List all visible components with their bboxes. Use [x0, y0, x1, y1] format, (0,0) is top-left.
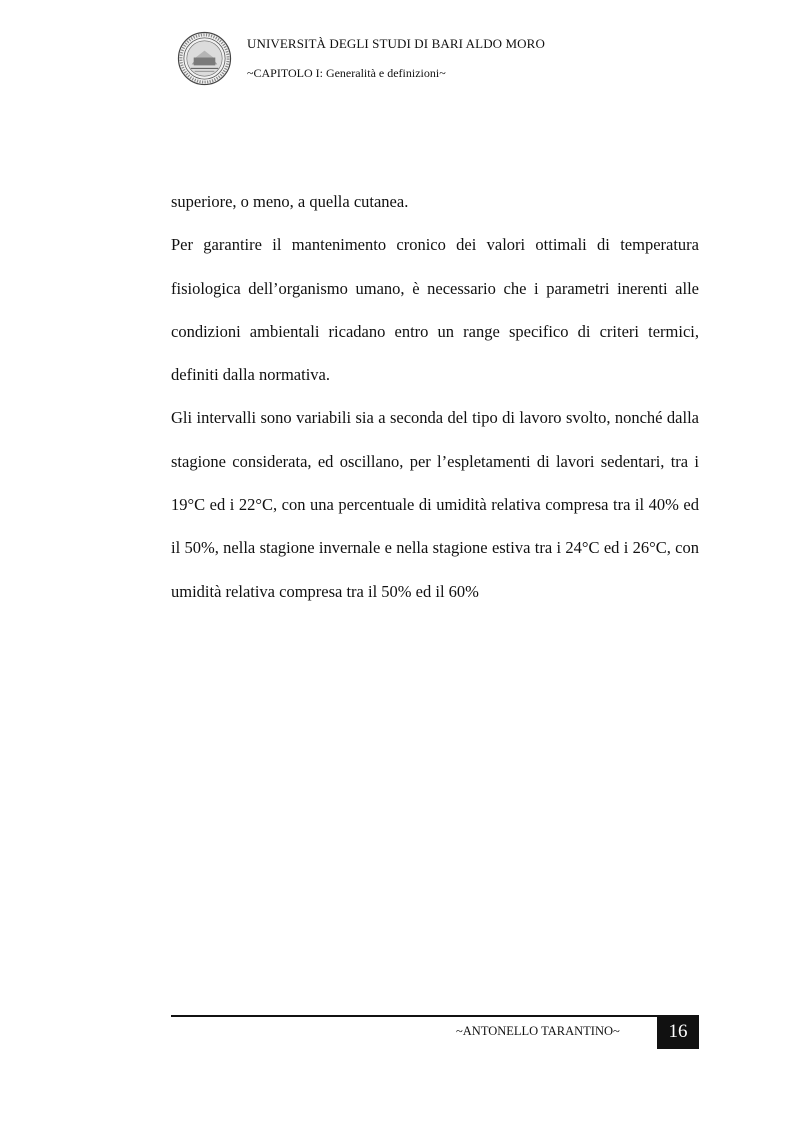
footer-divider — [171, 1015, 699, 1017]
page-number: 16 — [657, 1015, 699, 1049]
header-chapter: ~CAPITOLO I: Generalità e definizioni~ — [247, 66, 446, 80]
paragraph-1: superiore, o meno, a quella cutanea. — [171, 192, 409, 211]
paragraph-2: Per garantire il mantenimento cronico dei valori ottimali di temperatura fisiologica dell’organismo umano, è necessario che i parametri inerenti alle condizioni ambientali ricadano entro un range specifico di criteri termici, definiti dalla normativa. — [171, 235, 699, 385]
header-university: UNIVERSITÀ DEGLI STUDI DI BARI ALDO MORO — [247, 36, 545, 51]
paragraph-3: Gli intervalli sono variabili sia a seconda del tipo di lavoro svolto, nonché dalla stagione considerata, ed oscillano, per l’espletamenti di lavori sedentari, tra i 19°C ed i 22°C, con una percentuale di umidità relativa compresa tra il 40% ed il 50%, nella stagione invernale e nella stagione estiva tra i 24°C ed i 26°C, con umidità relativa compresa tra il 50% ed il 60% — [171, 408, 699, 601]
body-text — [171, 180, 699, 613]
footer-author: ~ANTONELLO TARANTINO~ — [456, 1024, 620, 1038]
university-seal-icon — [177, 31, 232, 86]
